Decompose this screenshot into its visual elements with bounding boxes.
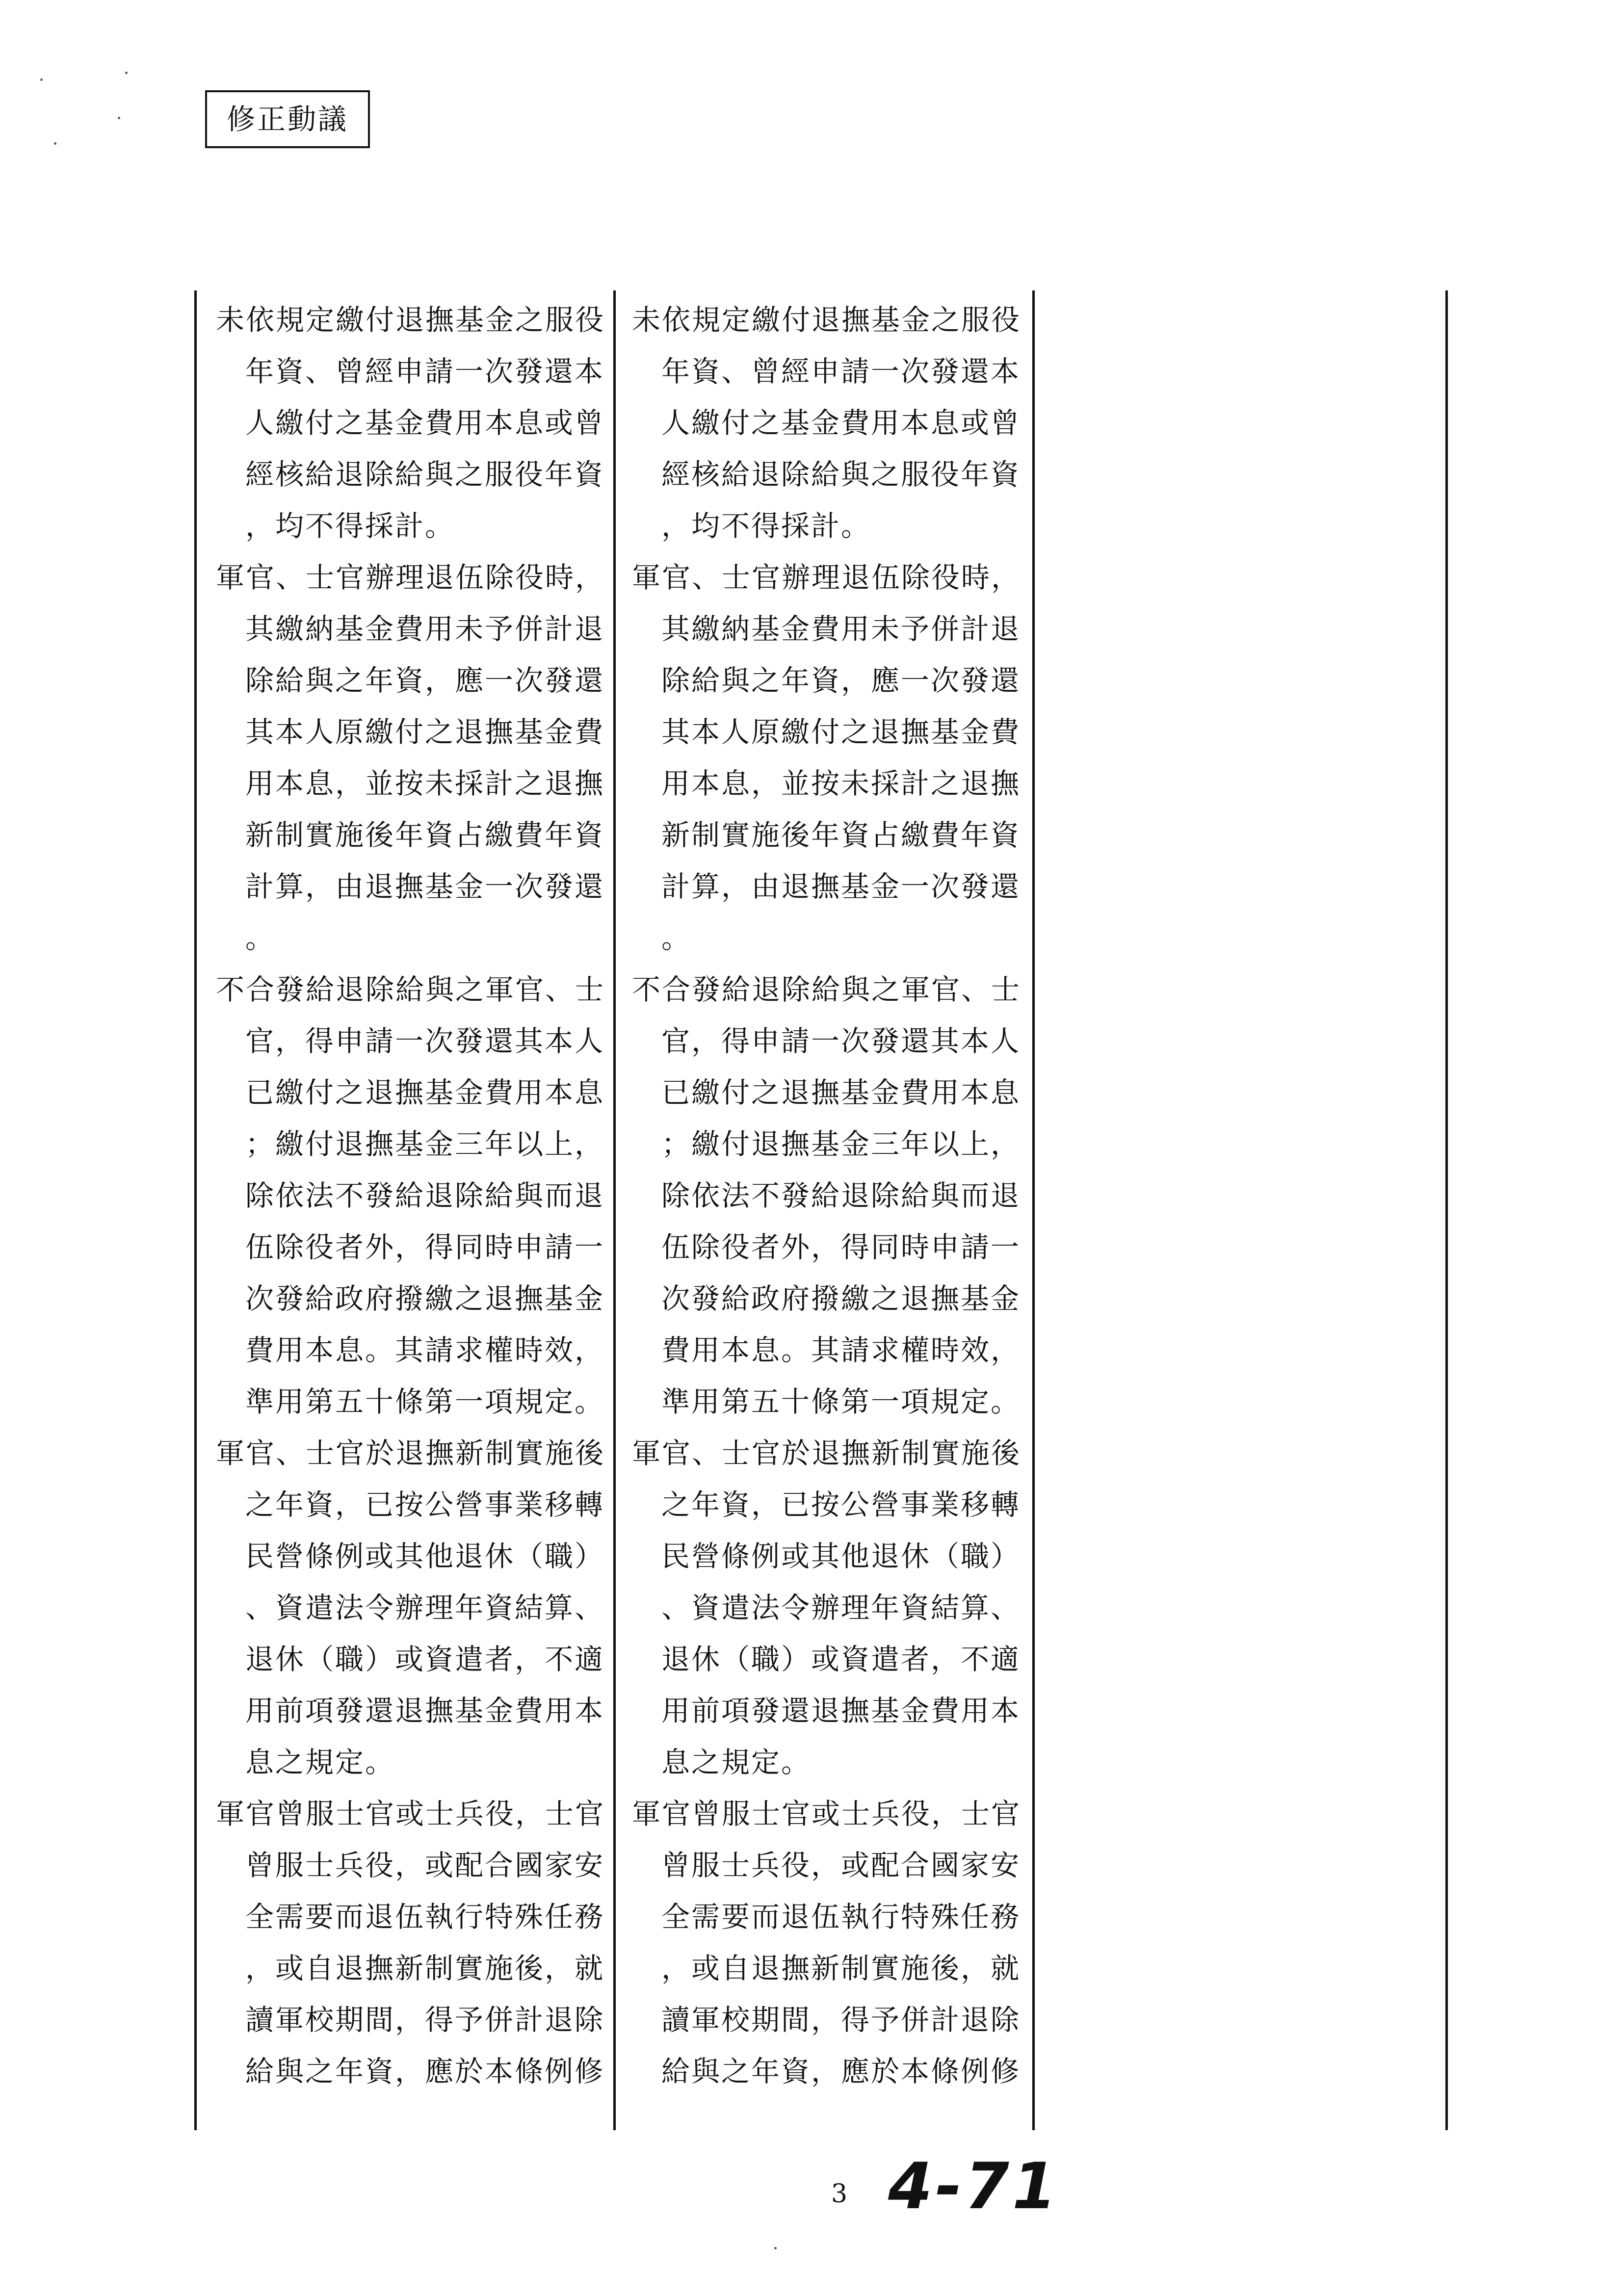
clause-line: 退休（職）或資遣者，不適 — [245, 1643, 605, 1676]
clause-line: 軍官、士官於退撫新制實施後 — [216, 1436, 605, 1470]
clause-line: 、資遣法令辦理年資結算、 — [245, 1591, 605, 1624]
clause-line: 人繳付之基金費用本息或曾 — [245, 406, 605, 440]
clause-line: 準用第五十條第一項規定。 — [245, 1385, 605, 1418]
clause-paragraph — [632, 1788, 1024, 2097]
scan-speck — [774, 2247, 777, 2249]
original-text-column — [632, 294, 1024, 2097]
clause-line: 伍除役者外，得同時申請一 — [661, 1230, 1021, 1264]
clause-line: 讀軍校期間，得予併計退除 — [661, 2003, 1021, 2036]
clause-line: 其本人原繳付之退撫基金費 — [245, 715, 605, 749]
clause-line: ；繳付退撫基金三年以上， — [661, 1127, 1021, 1161]
clause-line: 伍除役者外，得同時申請一 — [245, 1230, 605, 1264]
clause-paragraph — [632, 964, 1024, 1428]
page-number: 3 — [831, 2179, 848, 2209]
clause-line: 已繳付之退撫基金費用本息 — [661, 1076, 1021, 1109]
clause-paragraph — [632, 1428, 1024, 1788]
clause-line: 軍官曾服士官或士兵役，士官 — [632, 1797, 1022, 1830]
clause-line: 曾服士兵役，或配合國家安 — [245, 1849, 605, 1882]
clause-line: 除給與之年資，應一次發還 — [661, 664, 1021, 697]
scan-speck — [125, 72, 128, 74]
clause-line: 未依規定繳付退撫基金之服役 — [216, 303, 605, 337]
clause-line: 計算，由退撫基金一次發還 — [245, 870, 605, 903]
clause-line: 給與之年資，應於本條例修 — [245, 2055, 605, 2088]
clause-paragraph — [216, 552, 608, 964]
clause-line: 用前項發還退撫基金費用本 — [661, 1694, 1021, 1727]
clause-line: 退休（職）或資遣者，不適 — [661, 1643, 1021, 1676]
clause-paragraph — [216, 964, 608, 1428]
clause-line: 人繳付之基金費用本息或曾 — [661, 406, 1021, 440]
clause-line: 準用第五十條第一項規定。 — [661, 1385, 1021, 1418]
clause-line: ，均不得採計。 — [245, 509, 455, 543]
clause-line: 軍官、士官於退撫新制實施後 — [632, 1436, 1022, 1470]
clause-line: 全需要而退伍執行特殊任務 — [245, 1900, 605, 1933]
clause-line: 除給與之年資，應一次發還 — [245, 664, 605, 697]
clause-line: 未依規定繳付退撫基金之服役 — [632, 303, 1022, 337]
clause-line: 已繳付之退撫基金費用本息 — [245, 1076, 605, 1109]
clause-line: 不合發給退除給與之軍官、士 — [632, 973, 1022, 1006]
column-rule-left — [194, 290, 197, 2130]
document-type-label: 修正動議 — [205, 90, 370, 148]
clause-line: 新制實施後年資占繳費年資 — [661, 818, 1021, 852]
scan-speck — [118, 117, 120, 119]
clause-line: 息之規定。 — [245, 1746, 395, 1779]
clause-paragraph — [632, 294, 1024, 552]
clause-line: 給與之年資，應於本條例修 — [661, 2055, 1021, 2088]
clause-line: 軍官、士官辦理退伍除役時， — [632, 561, 1022, 594]
clause-line: 曾服士兵役，或配合國家安 — [661, 1849, 1021, 1882]
clause-line: 經核給退除給與之服役年資 — [245, 458, 605, 491]
clause-line: 、資遣法令辦理年資結算、 — [661, 1591, 1021, 1624]
clause-line: 除依法不發給退除給與而退 — [245, 1179, 605, 1212]
clause-line: 用前項發還退撫基金費用本 — [245, 1694, 605, 1727]
clause-line: ，均不得採計。 — [661, 509, 871, 543]
clause-line: 讀軍校期間，得予併計退除 — [245, 2003, 605, 2036]
clause-line: 之年資，已按公營事業移轉 — [245, 1488, 605, 1521]
clause-line: 民營條例或其他退休（職） — [245, 1539, 605, 1573]
clause-line: 計算，由退撫基金一次發還 — [661, 870, 1021, 903]
clause-line: 不合發給退除給與之軍官、士 — [216, 973, 605, 1006]
clause-line: 。 — [245, 921, 276, 955]
clause-line: 全需要而退伍執行特殊任務 — [661, 1900, 1021, 1933]
clause-line: 次發給政府撥繳之退撫基金 — [245, 1282, 605, 1315]
scan-speck — [40, 78, 43, 81]
clause-line: 。 — [661, 921, 692, 955]
clause-line: 新制實施後年資占繳費年資 — [245, 818, 605, 852]
clause-line: 用本息，並按未採計之退撫 — [245, 767, 605, 800]
clause-line: ，或自退撫新制實施後，就 — [245, 1952, 605, 1985]
clause-line: 次發給政府撥繳之退撫基金 — [661, 1282, 1021, 1315]
clause-line: 費用本息。其請求權時效， — [245, 1333, 605, 1367]
clause-line: 其繳納基金費用未予併計退 — [245, 612, 605, 646]
clause-line: 其本人原繳付之退撫基金費 — [661, 715, 1021, 749]
clause-line: 年資、曾經申請一次發還本 — [245, 355, 605, 388]
clause-line: 其繳納基金費用未予併計退 — [661, 612, 1021, 646]
clause-line: 除依法不發給退除給與而退 — [661, 1179, 1021, 1212]
clause-paragraph — [216, 1788, 608, 2097]
column-rule-between — [1032, 290, 1035, 2130]
scan-speck — [54, 142, 56, 145]
clause-line: ，或自退撫新制實施後，就 — [661, 1952, 1021, 1985]
clause-line: 軍官曾服士官或士兵役，士官 — [216, 1797, 605, 1830]
clause-line: 費用本息。其請求權時效， — [661, 1333, 1021, 1367]
clause-line: 民營條例或其他退休（職） — [661, 1539, 1021, 1573]
handwritten-page-reference: 4-71 — [888, 2149, 1060, 2223]
clause-paragraph — [216, 294, 608, 552]
clause-line: 用本息，並按未採計之退撫 — [661, 767, 1021, 800]
column-rule-middle — [613, 290, 616, 2130]
clause-paragraph — [216, 1428, 608, 1788]
clause-line: 年資、曾經申請一次發還本 — [661, 355, 1021, 388]
amended-text-column — [216, 294, 608, 2097]
clause-line: 息之規定。 — [661, 1746, 812, 1779]
clause-line: ；繳付退撫基金三年以上， — [245, 1127, 605, 1161]
column-rule-right — [1445, 290, 1448, 2130]
clause-line: 軍官、士官辦理退伍除役時， — [216, 561, 605, 594]
clause-line: 經核給退除給與之服役年資 — [661, 458, 1021, 491]
clause-line: 之年資，已按公營事業移轉 — [661, 1488, 1021, 1521]
clause-line: 官，得申請一次發還其本人 — [661, 1024, 1021, 1058]
clause-line: 官，得申請一次發還其本人 — [245, 1024, 605, 1058]
clause-paragraph — [632, 552, 1024, 964]
